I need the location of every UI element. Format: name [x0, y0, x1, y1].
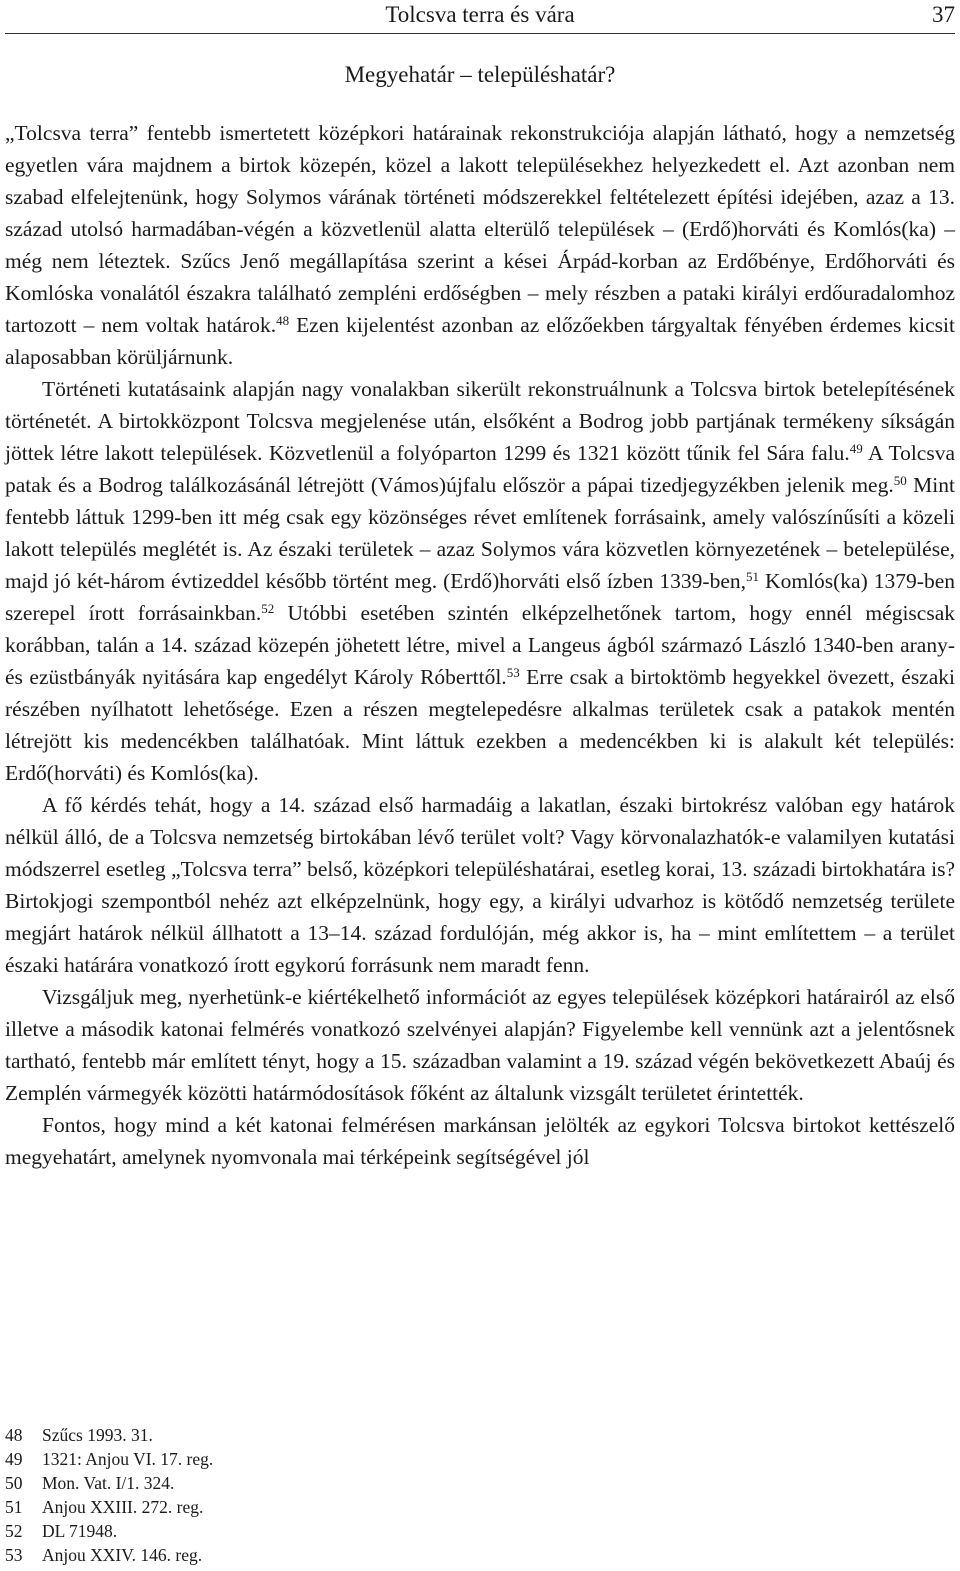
paragraph-text: Fontos, hogy mind a két katonai felmérésen markánsan jelölték az egykori Tolcsva birtokot kettészelő megyehatárt, amelynek nyomvonala mai térképeink segítségével jól	[5, 1113, 955, 1169]
paragraph-text: Erre csak a birtoktömb hegyekkel övezett, északi részében nyílhatott lehetősége. Ezen a részen megtelepedésre alkalmas területek csak a patakok mentén létrejött kis medencékben találhatóak. Mint láttuk ezekben a medencékben ki is alakult két település: Erdő(horváti) és Komlós(ka).	[5, 665, 955, 785]
paragraph-text: „Tolcsva terra” fentebb ismertetett középkori határainak rekonstrukciója alapján látható, hogy a nemzetség egyetlen vára majdnem a birtok közepén, közel a lakott településekhez helyezkedett el. Azt azonban nem szabad elfelejtenünk, hogy Solymos várának történeti módszerekkel feltételezett építési idejében, azaz a 13. század utolsó harmadában-végén a közvetlenül alatta elterülő települések – (Erdő)horváti és Komlós(ka) – még nem léteztek. Szűcs Jenő megállapítása szerint a kései Árpád-korban az Erdőbénye, Erdőhorváti és Komlóska vonalától északra található zempléni erdőségben – mely részben a pataki királyi erdőuradalomhoz tartozott – nem voltak határok.	[5, 121, 955, 337]
footnote-number: 51	[5, 1497, 23, 1517]
paragraph	[5, 373, 955, 789]
footnote-number: 52	[5, 1521, 23, 1541]
body-text	[5, 117, 955, 1173]
paragraph-text: Komlós(ka) 1379-ben szerepel írott forrásainkban.	[5, 569, 956, 625]
footnote	[5, 1423, 213, 1447]
footnote-reference: 51	[746, 569, 760, 584]
paragraph-text: A fő kérdés tehát, hogy a 14. század első harmadáig a lakatlan, északi birtokrész valóban egy határok nélkül álló, de a Tolcsva nemzetség birtokában lévő terület volt? Vagy körvonalazhatók-e valamilyen kutatási módszerrel esetleg „Tolcsva terra” belső, középkori településhatárai, esetleg korai, 13. századi birtokhatára is? Birtokjogi szempontból nehéz azt elképzelnünk, hogy egy, a királyi udvarhoz is kötődő nemzetség területe megjárt határok nélkül állhatott a 13–14. század fordulóján, még akkor is, ha – mint említettem – a terület északi határára vonatkozó írott egykorú forrásunk nem maradt fenn.	[5, 793, 955, 977]
running-header	[5, 0, 955, 34]
footnote	[5, 1519, 213, 1543]
footnote-number: 53	[5, 1545, 23, 1565]
paragraph	[5, 117, 955, 373]
paragraph-text: Ezen kijelentést azonban az előzőekben tárgyaltak fényében érdemes kicsit alaposabban körüljárnunk.	[5, 313, 955, 369]
running-title: Tolcsva terra és vára	[385, 2, 575, 27]
footnote	[5, 1447, 213, 1471]
paragraph-text: Vizsgáljuk meg, nyerhetünk-e kiértékelhető információt az egyes települések középkori határairól az első illetve a második katonai felmérés vonatkozó szelvényei alapján? Figyelembe kell vennünk azt a jelentősnek tartható, fentebb már említett tényt, hogy a 15. században valamint a 19. század végén bekövetkezett Abaúj és Zemplén vármegyék közötti határmódosítások főként az általunk vizsgált területet érintették.	[5, 985, 955, 1105]
footnote-reference: 50	[893, 473, 907, 488]
footnote-number: 49	[5, 1449, 23, 1469]
footnote	[5, 1543, 213, 1567]
footnote-reference: 52	[261, 601, 275, 616]
paragraph	[5, 981, 955, 1109]
footnote-text: Anjou XXIII. 272. reg.	[42, 1497, 204, 1517]
footnote-reference: 48	[276, 313, 290, 328]
footnote-text: 1321: Anjou VI. 17. reg.	[42, 1449, 214, 1469]
paragraph	[5, 1109, 955, 1173]
footnote-reference: 49	[849, 441, 863, 456]
section-title: Megyehatár – településhatár?	[344, 62, 616, 87]
footnote-text: Anjou XXIV. 146. reg.	[42, 1545, 203, 1565]
footnotes	[5, 1423, 213, 1567]
footnote-number: 50	[5, 1473, 23, 1493]
footnote-number: 48	[5, 1425, 23, 1445]
footnote	[5, 1471, 213, 1495]
paragraph-text: Történeti kutatásaink alapján nagy vonalakban sikerült rekonstruálnunk a Tolcsva birtok betelepítésének történetét. A birtokközpont Tolcsva megjelenése után, elsőként a Bodrog jobb partjának termékeny síkságán jöttek létre lakott települések. Közvetlenül a folyóparton 1299 és 1321 között tűnik fel Sára falu.	[5, 377, 955, 465]
paragraph-text: A Tolcsva patak és a Bodrog találkozásánál létrejött (Vámos)újfalu először a pápai tizedjegyzékben jelenik meg.	[5, 441, 955, 497]
paragraph-text: Mint fentebb láttuk 1299-ben itt még csak egy közönséges révet említenek forrásaink, amely valószínűsíti a közeli lakott település meglétét is. Az északi területek – azaz Solymos vára közvetlen környezetének – betelepülése, majd jó két-három évtizeddel később történt meg. (Erdő)horváti első ízben 1339-ben,	[5, 473, 955, 593]
footnote-text: Szűcs 1993. 31.	[42, 1425, 153, 1445]
paragraph	[5, 789, 955, 981]
footnote-text: Mon. Vat. I/1. 324.	[42, 1473, 175, 1493]
footnote-text: DL 71948.	[42, 1521, 118, 1541]
page-number: 37	[932, 2, 955, 27]
footnote	[5, 1495, 213, 1519]
footnote-reference: 53	[506, 665, 520, 680]
paragraph-text: Utóbbi esetében szintén elképzelhetőnek tartom, hogy ennél mégiscsak korábban, talán a 14. század közepén jöhetett létre, mivel a Langeus ágból származó László 1340-ben arany- és ezüstbányák nyitására kap engedélyt Károly Róberttől.	[5, 601, 955, 689]
